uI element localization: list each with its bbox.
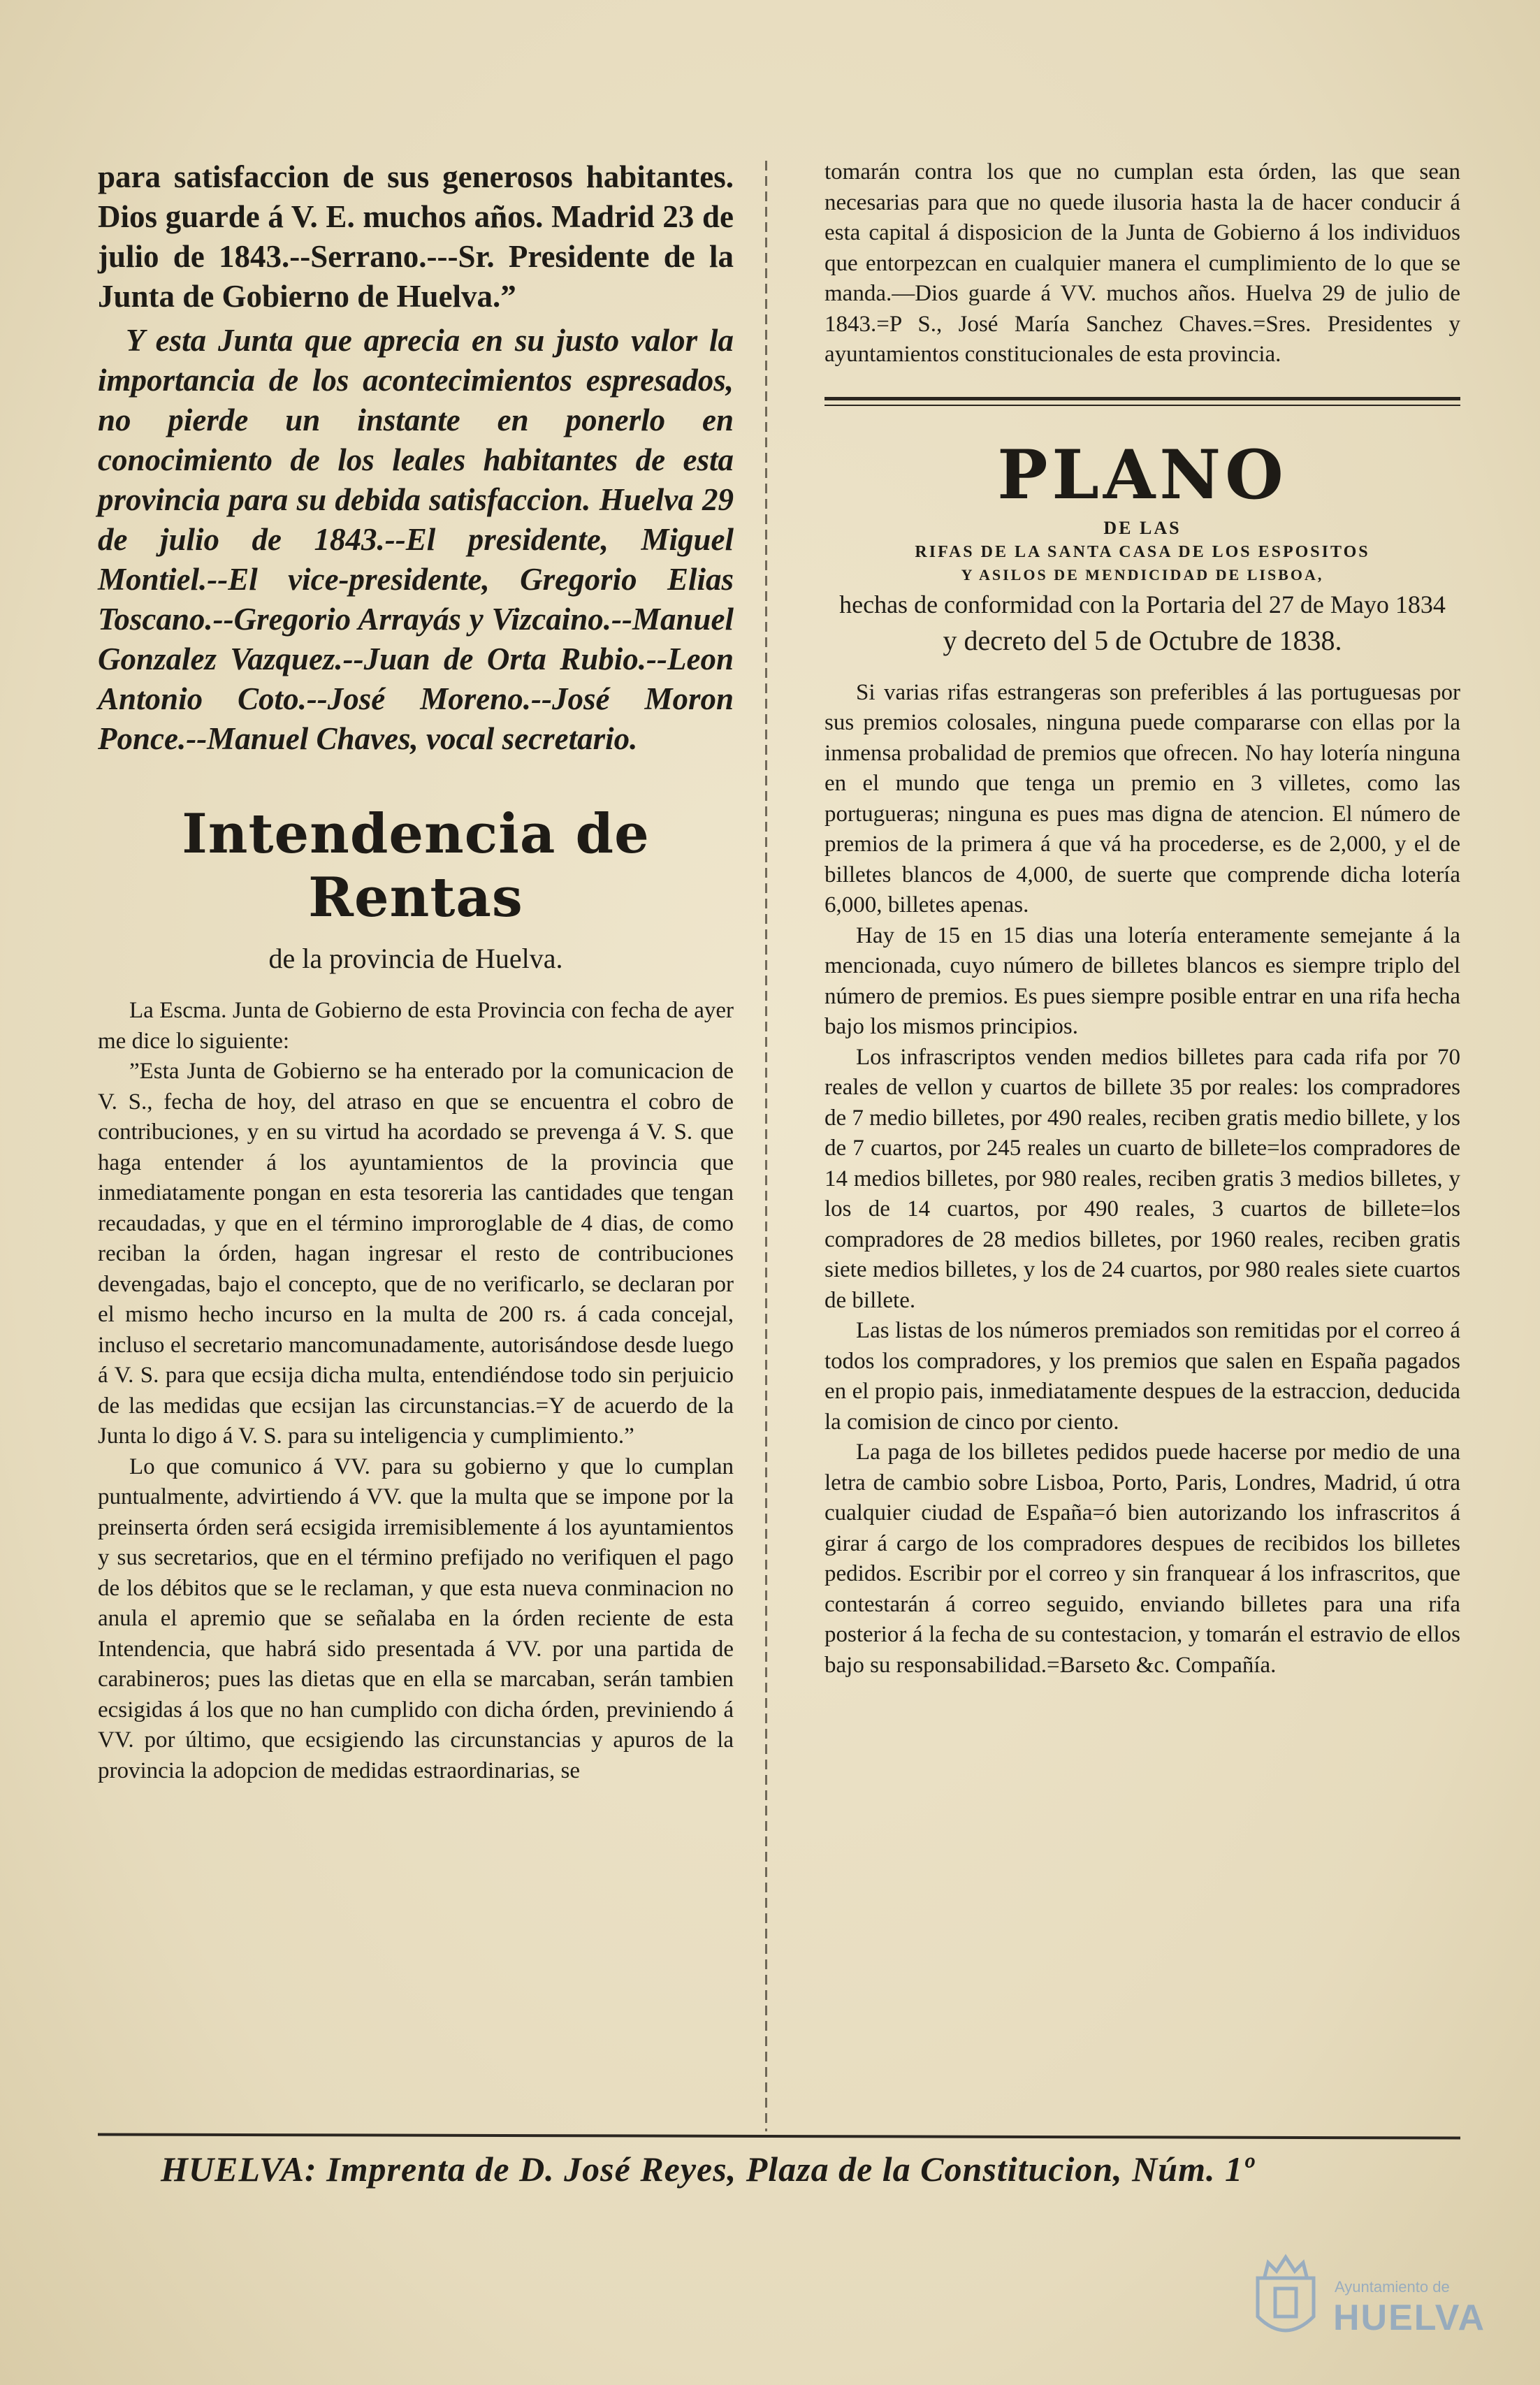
watermark-name: HUELVA bbox=[1333, 2298, 1486, 2338]
conformidad-line: hechas de conformidad con la Portaria del 27 de Mayo 1834 bbox=[839, 590, 1446, 618]
rifas-line-1: RIFAS DE LA SANTA CASA DE LOS ESPOSITOS bbox=[915, 542, 1370, 561]
column-divider bbox=[765, 161, 767, 2131]
junta-declaration bbox=[98, 321, 734, 759]
body-paragraph: ”Esta Junta de Gobierno se ha enterado por la comunicacion de V. S., fecha de hoy, del atraso en que se encuentra el cobro de contribuciones, y en su virtud ha acordado se prevenga á V. S. que haga entender á los ayuntamientos de la provincia que inmediatamente pongan en esta tesoreria las cantidades que tengan recaudadas, y que en el término improroglable de 4 dias, de como reciban la órden, hagan ingresar el resto de contribuciones devengadas, bajo el concepto, que de no verificarlo, se declaran por el mismo hecho incurso en la multa de 200 rs. á cada concejal, incluso el secretario mancomunadamente, autorisándose desde luego á V. S. para que ecsija dicha multa, entendiéndose todo sin perjuicio de las medidas que ecsijan las circunstancias.=Y de acuerdo de la Junta lo digo á V. S. para su inteligencia y cumplimiento.” bbox=[98, 1059, 734, 1449]
plano-title: PLANO bbox=[997, 435, 1288, 514]
body-paragraph: Hay de 15 en 15 dias una lotería enteramente semejante á la mencionada, cuyo número de billetes blancos es siempre triplo del número de premios. Es pues siempre posible entrar en una rifa hecha bajo los mismos principios. bbox=[825, 922, 1460, 1039]
coat-of-arms-icon bbox=[1247, 2250, 1324, 2348]
closing-letter-paragraph: para satisfaccion de sus generosos habitantes. Dios guarde á V. E. muchos años. Madrid 23 de julio de 1843.--Serrano.---Sr. Presidente de la Junta de Gobierno de Huelva.” bbox=[98, 159, 734, 314]
body-paragraph: Si varias rifas estrangeras son preferibles á las portuguesas por sus premios colosales, ninguna puede compararse con ellas por la inmensa probalidad de premios que ofrecen. No hay lotería ninguna en el mundo que tenga un premio en 3 villetes, como las portugueras; ninguna es pues mas digna de atencion. El número de premios de la primera á que vá ha procederse, es de 2,000, y el de billetes blancos de 4,000, de suerte que comprende dicha lotería 6,000, billetes apenas. bbox=[825, 679, 1460, 918]
rifas-line-2: Y ASILOS DE MENDICIDAD DE LISBOA, bbox=[961, 565, 1324, 583]
junta-declaration-paragraph: Y esta Junta que aprecia en su justo valor la importancia de los acontecimientos espresados, no pierde un instante en ponerlo en conocimiento de los leales habitantes de esta provincia para su debida satisfaccion. Huelva 29 de julio de 1843.--El presidente, Miguel Montiel.--El vice-presidente, Gregorio Elias Toscano.--Gregorio Arrayás y Vizcaino.--Manuel Gonzalez Vazquez.--Juan de Orta Rubio.--Leon Antonio Coto.--José Moreno.--José Moron Ponce.--Manuel Chaves, vocal secretario. bbox=[98, 323, 734, 756]
section-rule bbox=[825, 397, 1460, 406]
closing-letter-text bbox=[98, 157, 734, 317]
body-paragraph: tomarán contra los que no cumplan esta órden, las que sean necesarias para que no quede ilusoria hasta la de hacer conducir á esta capital á disposicion de la Junta de Gobierno á los individuos que entorpezcan en cualquier manera el cumplimiento de lo que se manda.—Dios guarde á VV. muchos años. Huelva 29 de julio de 1843.=P S., José María Sanchez Chaves.=Sres. Presidentes y ayuntamientos constitucionales de esta provincia. bbox=[825, 159, 1460, 367]
lottery-body bbox=[825, 678, 1460, 1681]
body-paragraph: Lo que comunico á VV. para su gobierno y que lo cumplan puntualmente, advirtiendo á VV. que la multa que se impone por la preinserta órden será ecsigida irremisiblemente á los ayuntamientos y sus secretarios, que en el término prefijado no verifiquen el pago de los débitos que se le reclaman, y que esta nueva conminacion no anula el apremio que se señalaba en la órden reciente de esta Intendencia, que habrá sido presentada á VV. por una partida de carabineros; pues las dietas que en ella se marcaban, serán tambien ecsigidas á los que no han cumplido con dicha órden, previniendo á VV. por último, que ecsigiendo las circunstancias y apuros de la provincia la adopcion de medidas estraordinarias, se bbox=[98, 1454, 734, 1783]
body-paragraph: Las listas de los números premiados son remitidas por el correo á todos los compradores, y los premios que salen en España pagados en el propio pais, inmediatamente despues de la estraccion, deducida la comision de cinco por ciento. bbox=[825, 1318, 1460, 1435]
printer-imprint: HUELVA: Imprenta de D. José Reyes, Plaza de la Constitucion, Núm. 1º bbox=[161, 2150, 1254, 2189]
decreto-line: y decreto del 5 de Octubre de 1838. bbox=[943, 624, 1342, 656]
body-paragraph: Los infrascriptos venden medios billetes para cada rifa por 70 reales de vellon y cuartos de billete 35 por reales: los compradores de 7 medio billetes, por 490 reales, reciben gratis medio billete, y los de 7 cuartos, por 245 reales un cuarto de billete=los compradores de 14 medios billetes, por 980 reales, reciben gratis 3 medios billetes, y los de 14 cuartos, por 490 reales, 3 cuartos de billete=los compradores de 28 medios billetes, por 1960 reales, reciben gratis siete medios billetes, y los de 24 cuartos, por 980 reales siete cuartos de billete. bbox=[825, 1044, 1460, 1313]
de-las-label: DE LAS bbox=[1103, 517, 1182, 538]
archive-watermark bbox=[1244, 2247, 1495, 2351]
footer-rule bbox=[98, 2133, 1460, 2139]
section-subhead: de la provincia de Huelva. bbox=[268, 943, 563, 974]
section-headline: Intendencia de Rentas bbox=[182, 802, 650, 929]
body-paragraph: La Escma. Junta de Gobierno de esta Provincia con fecha de ayer me dice lo siguiente: bbox=[98, 998, 734, 1054]
intendencia-body bbox=[98, 996, 734, 1786]
left-column bbox=[98, 157, 734, 1786]
watermark-caption: Ayuntamiento de bbox=[1335, 2278, 1450, 2296]
right-column bbox=[825, 157, 1460, 1681]
order-continuation bbox=[825, 157, 1460, 370]
body-paragraph: La paga de los billetes pedidos puede hacerse por medio de una letra de cambio sobre Lisboa, Porto, Paris, Londres, Madrid, ú otra cualquier ciudad de España=ó bien autorizando los infrascritos á girar á cargo de los compradores despues de recibidos los billetes pedidos. Escribir por el correo y sin franquear á los infrascritos, que contestarán á correo seguido, enviando billetes para una rifa posterior á la fecha de su contestacion, y tomarán el estravio de ellos bajo su responsabilidad.=Barseto &c. Compañía. bbox=[825, 1440, 1460, 1678]
